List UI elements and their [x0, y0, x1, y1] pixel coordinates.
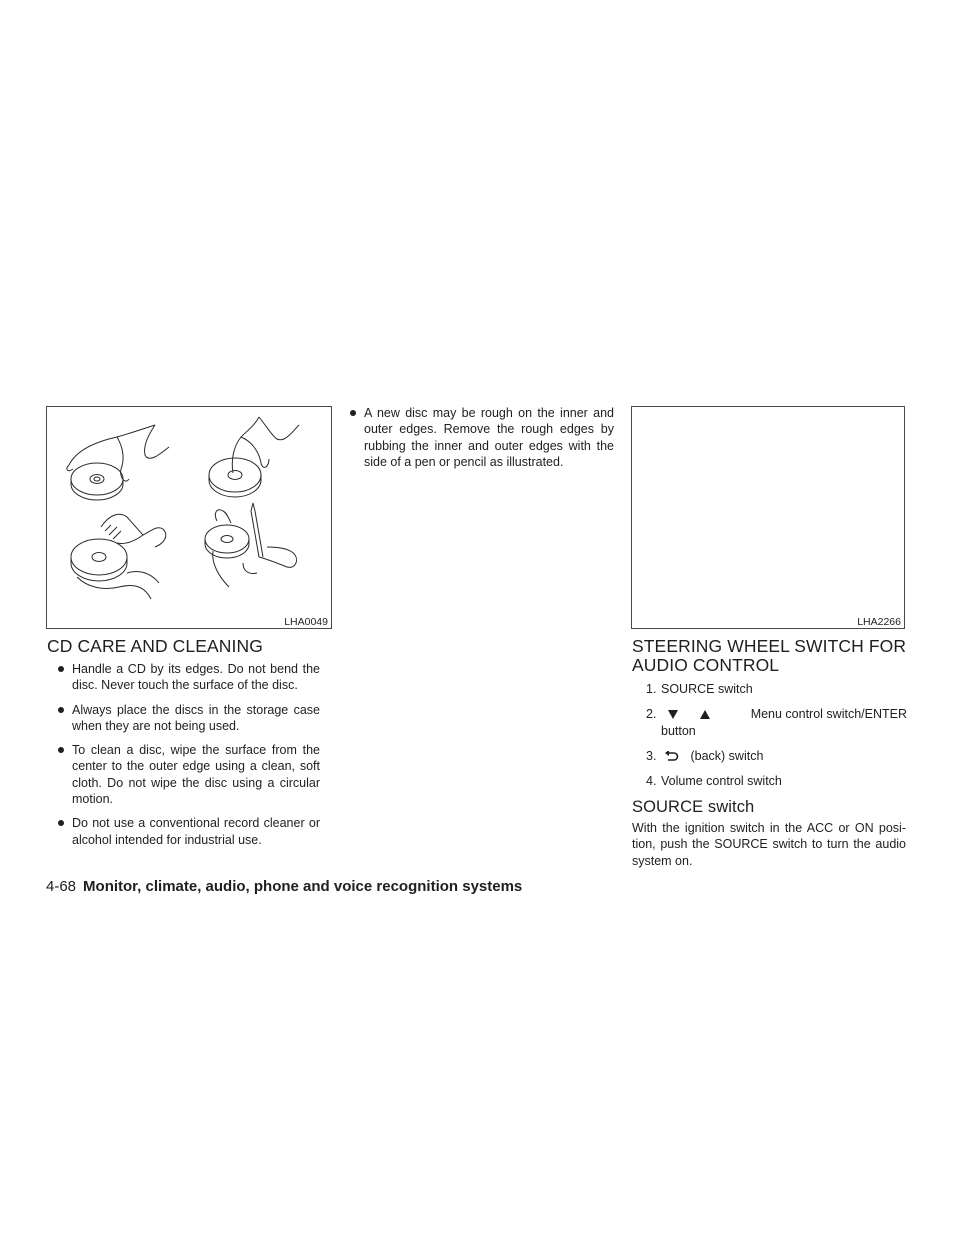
back-arrow-icon	[665, 751, 679, 763]
bullet-dot-icon	[58, 666, 64, 672]
cd-care-illustration	[46, 406, 332, 629]
list-item: Always place the discs in the storage case when they are not being used.	[47, 702, 320, 735]
list-item: 3. (back) switch	[646, 748, 764, 763]
list-item: To clean a disc, wipe the surface from the center to the outer edge using a clean, soft cloth. Do not wipe the disc using a circular motion.	[47, 742, 320, 807]
list-item: Handle a CD by its edges. Do not bend the disc. Never touch the surface of the disc.	[47, 661, 320, 694]
cd-care-bullet-list	[47, 661, 320, 856]
cd-handling-drawing	[47, 407, 331, 628]
list-item: 1. SOURCE switch	[646, 682, 753, 696]
list-item: Do not use a conventional record cleaner or alcohol intended for industrial use.	[47, 815, 320, 848]
cd-care-bullet-list-continued	[339, 405, 614, 478]
page-number: 4-68	[46, 878, 77, 895]
down-triangle-icon	[668, 710, 678, 719]
steering-switch-heading: STEERING WHEEL SWITCH FOR AUDIO CONTROL	[632, 636, 907, 675]
page-footer	[46, 878, 522, 896]
figure-code-right: LHA2266	[853, 615, 904, 628]
chapter-title: Monitor, climate, audio, phone and voice recognition systems	[83, 878, 523, 895]
bullet-dot-icon	[58, 747, 64, 753]
bullet-dot-icon	[58, 820, 64, 826]
list-item: A new disc may be rough on the inner and outer edges. Remove the rough edges by rubbing the inner and outer edges with the side of a pen or pencil as illustrated.	[339, 405, 614, 470]
cd-care-heading: CD CARE AND CLEANING	[47, 636, 263, 656]
list-item: 4. Volume control switch	[646, 774, 782, 789]
bullet-dot-icon	[350, 410, 356, 416]
up-triangle-icon	[700, 710, 710, 719]
steering-switch-list	[632, 681, 907, 798]
figure-code-left: LHA0049	[280, 615, 331, 628]
bullet-dot-icon	[58, 707, 64, 713]
source-switch-heading: SOURCE switch	[632, 798, 755, 816]
list-item: 2. Menu control switch/ENTER button	[646, 707, 907, 738]
source-switch-paragraph: With the ignition switch in the ACC or ON posi- tion, push the SOURCE switch to turn the audio system on.	[632, 821, 906, 868]
steering-wheel-illustration	[631, 406, 905, 629]
